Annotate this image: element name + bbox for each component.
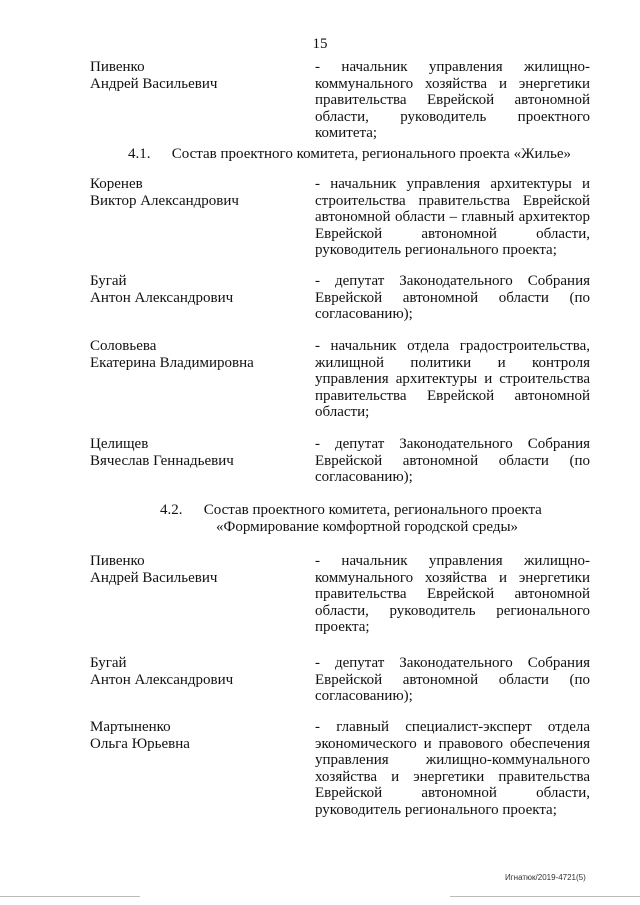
member-given-name: Виктор Александрович xyxy=(90,192,239,209)
member-name xyxy=(90,436,295,469)
role-line: правительства Еврейской автономной xyxy=(315,92,590,108)
member-surname: Бугай xyxy=(90,273,127,289)
section-heading-4-1 xyxy=(128,146,640,163)
role-line: согласованию); xyxy=(315,688,413,704)
role-line: управления жилищно-коммунального xyxy=(315,752,590,768)
member-name xyxy=(90,655,295,688)
member-surname: Пивенко xyxy=(90,59,145,75)
role-line: - начальник управления жилищно- xyxy=(315,553,590,569)
member-role xyxy=(315,553,590,636)
role-line: - депутат Законодательного Собрания xyxy=(315,273,590,289)
role-line: - депутат Законодательного Собрания xyxy=(315,436,590,452)
role-line: правительства Еврейской автономной xyxy=(315,387,590,404)
role-line: руководитель регионального проекта; xyxy=(315,242,557,258)
section-title-line-1: Состав проектного комитета, регионального проекта xyxy=(203,502,542,518)
member-name xyxy=(90,273,295,306)
member-name xyxy=(90,719,295,752)
member-name xyxy=(90,338,295,371)
role-line: Еврейской автономной области (по xyxy=(315,671,590,688)
role-line: - главный специалист-эксперт отдела xyxy=(315,719,590,735)
section-number: 4.2. xyxy=(160,502,183,518)
role-line: Еврейской автономной области, xyxy=(315,785,590,801)
member-name xyxy=(90,59,295,92)
section-heading-4-2 xyxy=(160,502,640,519)
role-line: жилищной политики и контроля xyxy=(315,354,590,371)
member-given-name: Вячеслав Геннадьевич xyxy=(90,452,234,469)
member-given-name: Екатерина Владимировна xyxy=(90,354,254,371)
member-name xyxy=(90,553,295,586)
role-line: - депутат Законодательного Собрания xyxy=(315,655,590,671)
role-line: области; xyxy=(315,404,370,420)
member-surname: Соловьева xyxy=(90,338,157,354)
role-line: руководитель регионального проекта; xyxy=(315,801,557,818)
section-title: Состав проектного комитета, регионального проекта «Жилье» xyxy=(171,146,572,162)
member-surname: Коренев xyxy=(90,176,143,192)
role-line: коммунального хозяйства и энергетики xyxy=(315,569,590,586)
member-role xyxy=(315,59,590,142)
role-line: согласованию); xyxy=(315,306,413,322)
role-line: согласованию); xyxy=(315,469,413,485)
member-role xyxy=(315,338,590,421)
role-line: правительства Еврейской автономной xyxy=(315,586,590,602)
scan-edge-line xyxy=(0,896,140,897)
member-role xyxy=(315,176,590,259)
member-surname: Бугай xyxy=(90,655,127,671)
member-surname: Целищев xyxy=(90,436,149,452)
role-line: Еврейской автономной области (по xyxy=(315,452,590,469)
role-line: хозяйства и энергетики правительства xyxy=(315,768,590,785)
member-name xyxy=(90,176,295,209)
member-given-name: Ольга Юрьевна xyxy=(90,735,190,752)
role-line: управления архитектуры и строительства xyxy=(315,371,590,387)
document-code: Игнатюк/2019-4721(5) xyxy=(505,873,586,882)
member-given-name: Антон Александрович xyxy=(90,671,234,688)
role-line: строительства правительства Еврейской xyxy=(315,192,590,209)
member-given-name: Андрей Васильевич xyxy=(90,75,218,92)
role-line: области, руководитель регионального xyxy=(315,602,590,619)
role-line: проекта; xyxy=(315,619,370,635)
section-heading-4-2-line-2 xyxy=(216,519,640,536)
member-role xyxy=(315,436,590,486)
member-given-name: Антон Александрович xyxy=(90,289,234,306)
scan-edge-line xyxy=(450,896,640,897)
section-number: 4.1. xyxy=(128,146,151,162)
role-line: комитета; xyxy=(315,125,378,141)
member-role xyxy=(315,719,590,818)
role-line: автономной области – главный архитектор xyxy=(315,209,590,225)
role-line: области, руководитель проектного xyxy=(315,108,590,125)
member-role xyxy=(315,655,590,705)
role-line: Еврейской автономной области (по xyxy=(315,289,590,306)
member-surname: Пивенко xyxy=(90,553,145,569)
member-given-name: Андрей Васильевич xyxy=(90,569,218,586)
member-role xyxy=(315,273,590,323)
role-line: - начальник управления жилищно- xyxy=(315,59,590,75)
role-line: Еврейской автономной области, xyxy=(315,225,590,242)
role-line: - начальник отдела градостроительства, xyxy=(315,338,590,354)
member-surname: Мартыненко xyxy=(90,719,171,735)
role-line: экономического и правового обеспечения xyxy=(315,735,590,752)
page-number: 15 xyxy=(312,36,328,52)
role-line: - начальник управления архитектуры и xyxy=(315,176,590,192)
role-line: коммунального хозяйства и энергетики xyxy=(315,75,590,92)
section-title-line-2: «Формирование комфортной городской среды» xyxy=(216,519,519,535)
